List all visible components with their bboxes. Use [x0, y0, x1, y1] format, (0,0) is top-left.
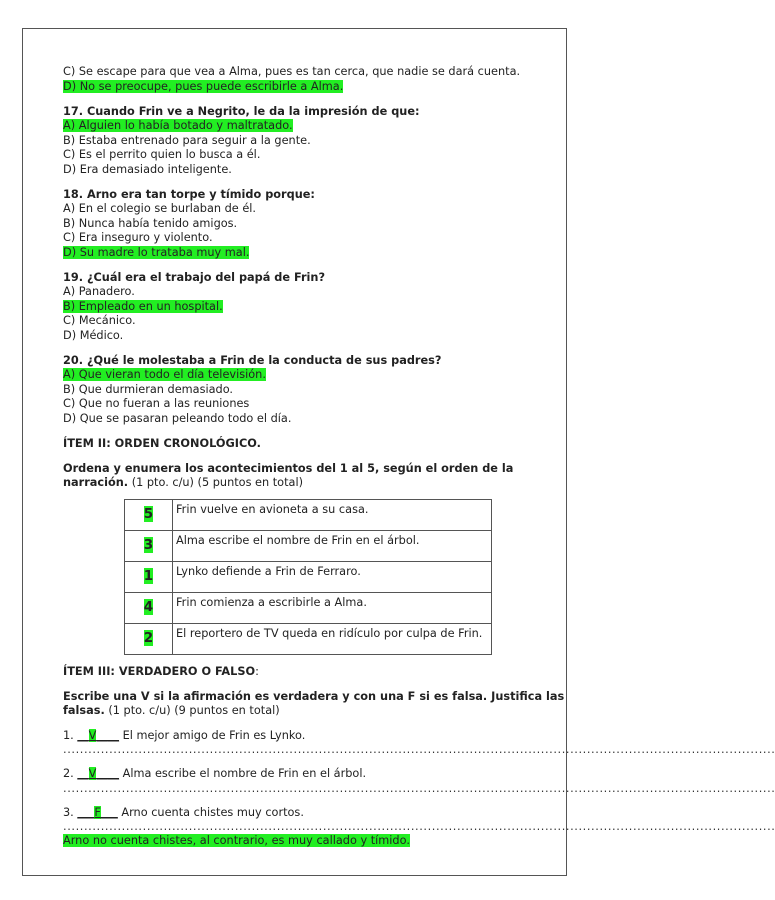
table-row: [125, 623, 492, 654]
order-number: 1: [143, 568, 154, 585]
option-q19-a: A) Panadero.: [63, 285, 135, 298]
item2-instruction: Ordena y enumera los acontecimientos del 1 al 5, según el orden de la narración. (1 pto. c/u) (5 puntos en total): [63, 461, 514, 489]
option-q19-c: C) Mecánico.: [63, 314, 136, 327]
item3-title: ÍTEM III: VERDADERO O FALSO:: [63, 664, 259, 678]
option-q19-b: B) Empleado en un hospital.: [63, 299, 223, 313]
dotted-answer-line: ..........................................................................................................................................................................: [63, 781, 775, 795]
option-q16-c: C) Se escape para que vea a Alma, pues es tan cerca, que nadie se dará cuenta.: [63, 65, 521, 78]
justification: Arno no cuenta chistes, al contrario, es muy callado y tímido.: [63, 834, 410, 847]
question-19-title: 19. ¿Cuál era el trabajo del papá de Frin?: [63, 270, 326, 284]
event-text: Frin comienza a escribirle a Alma.: [173, 592, 492, 623]
order-number: 5: [143, 506, 154, 523]
option-q17-c: C) Es el perrito quien lo busca a él.: [63, 148, 261, 161]
option-q17-a: A) Alguien lo había botado y maltratado.: [63, 119, 293, 132]
page-border: [22, 28, 775, 876]
event-text: Frin vuelve en avioneta a su casa.: [173, 499, 492, 530]
answer-blank[interactable]: __V____: [77, 767, 119, 780]
dotted-answer-line: ..........................................................................................................................................................................: [63, 820, 775, 833]
option-q18-b: B) Nunca había tenido amigos.: [63, 216, 238, 230]
option-q18-d: D) Su madre lo trataba muy mal.: [63, 245, 250, 259]
option-q20-d: D) Que se pasaran peleando todo el día.: [63, 411, 292, 425]
dotted-answer-line: ..........................................................................................................................................................................: [63, 743, 775, 756]
event-text: El reportero de TV queda en ridículo por culpa de Frin.: [173, 623, 492, 654]
question-18: [63, 188, 573, 261]
question-17-title: 17. Cuando Frin ve a Negrito, le da la impresión de que:: [63, 104, 420, 118]
answer-blank[interactable]: __V____: [77, 728, 119, 742]
q16-options: [63, 65, 573, 94]
table-row: [125, 530, 492, 561]
order-number: 4: [143, 599, 154, 616]
option-q20-b: B) Que durmieran demasiado.: [63, 382, 233, 396]
answer-blank[interactable]: ___F___: [77, 805, 118, 819]
chronology-table: [124, 499, 492, 655]
question-19: [63, 271, 573, 344]
tf-item-3: 3. ___F___ Arno cuenta chistes muy cortos.: [63, 805, 304, 819]
option-q20-c: C) Que no fueran a las reuniones: [63, 397, 250, 410]
document-content: [63, 65, 775, 849]
option-q17-b: B) Estaba entrenado para seguir a la gente.: [63, 133, 311, 147]
question-17: [63, 105, 573, 178]
item2-title: ÍTEM II: ORDEN CRONOLÓGICO.: [63, 436, 261, 450]
tf-item-1: 1. __V____ El mejor amigo de Frin es Lynko.: [63, 728, 306, 742]
option-q18-c: C) Era inseguro y violento.: [63, 231, 213, 244]
question-20: [63, 354, 573, 427]
option-q16-d: D) No se preocupe, pues puede escribirle a Alma.: [63, 79, 344, 93]
option-q17-d: D) Era demasiado inteligente.: [63, 162, 232, 176]
question-20-title: 20. ¿Qué le molestaba a Frin de la conducta de sus padres?: [63, 353, 442, 367]
order-number: 3: [143, 537, 154, 554]
tf-item-2: 2. __V____ Alma escribe el nombre de Frin en el árbol.: [63, 767, 367, 780]
table-row: [125, 499, 492, 530]
event-text: Lynko defiende a Frin de Ferraro.: [173, 561, 492, 592]
question-18-title: 18. Arno era tan torpe y tímido porque:: [63, 187, 315, 201]
event-text: Alma escribe el nombre de Frin en el árbol.: [173, 530, 492, 561]
order-number: 2: [143, 630, 154, 647]
option-q20-a: A) Que vieran todo el día televisión.: [63, 368, 266, 381]
option-q18-a: A) En el colegio se burlaban de él.: [63, 202, 257, 215]
table-row: [125, 592, 492, 623]
table-row: [125, 561, 492, 592]
option-q19-d: D) Médico.: [63, 328, 124, 342]
item3-instruction: Escribe una V si la afirmación es verdadera y con una F si es falsa. Justifica las falsas. (1 pto. c/u) (9 puntos en total): [63, 689, 565, 717]
